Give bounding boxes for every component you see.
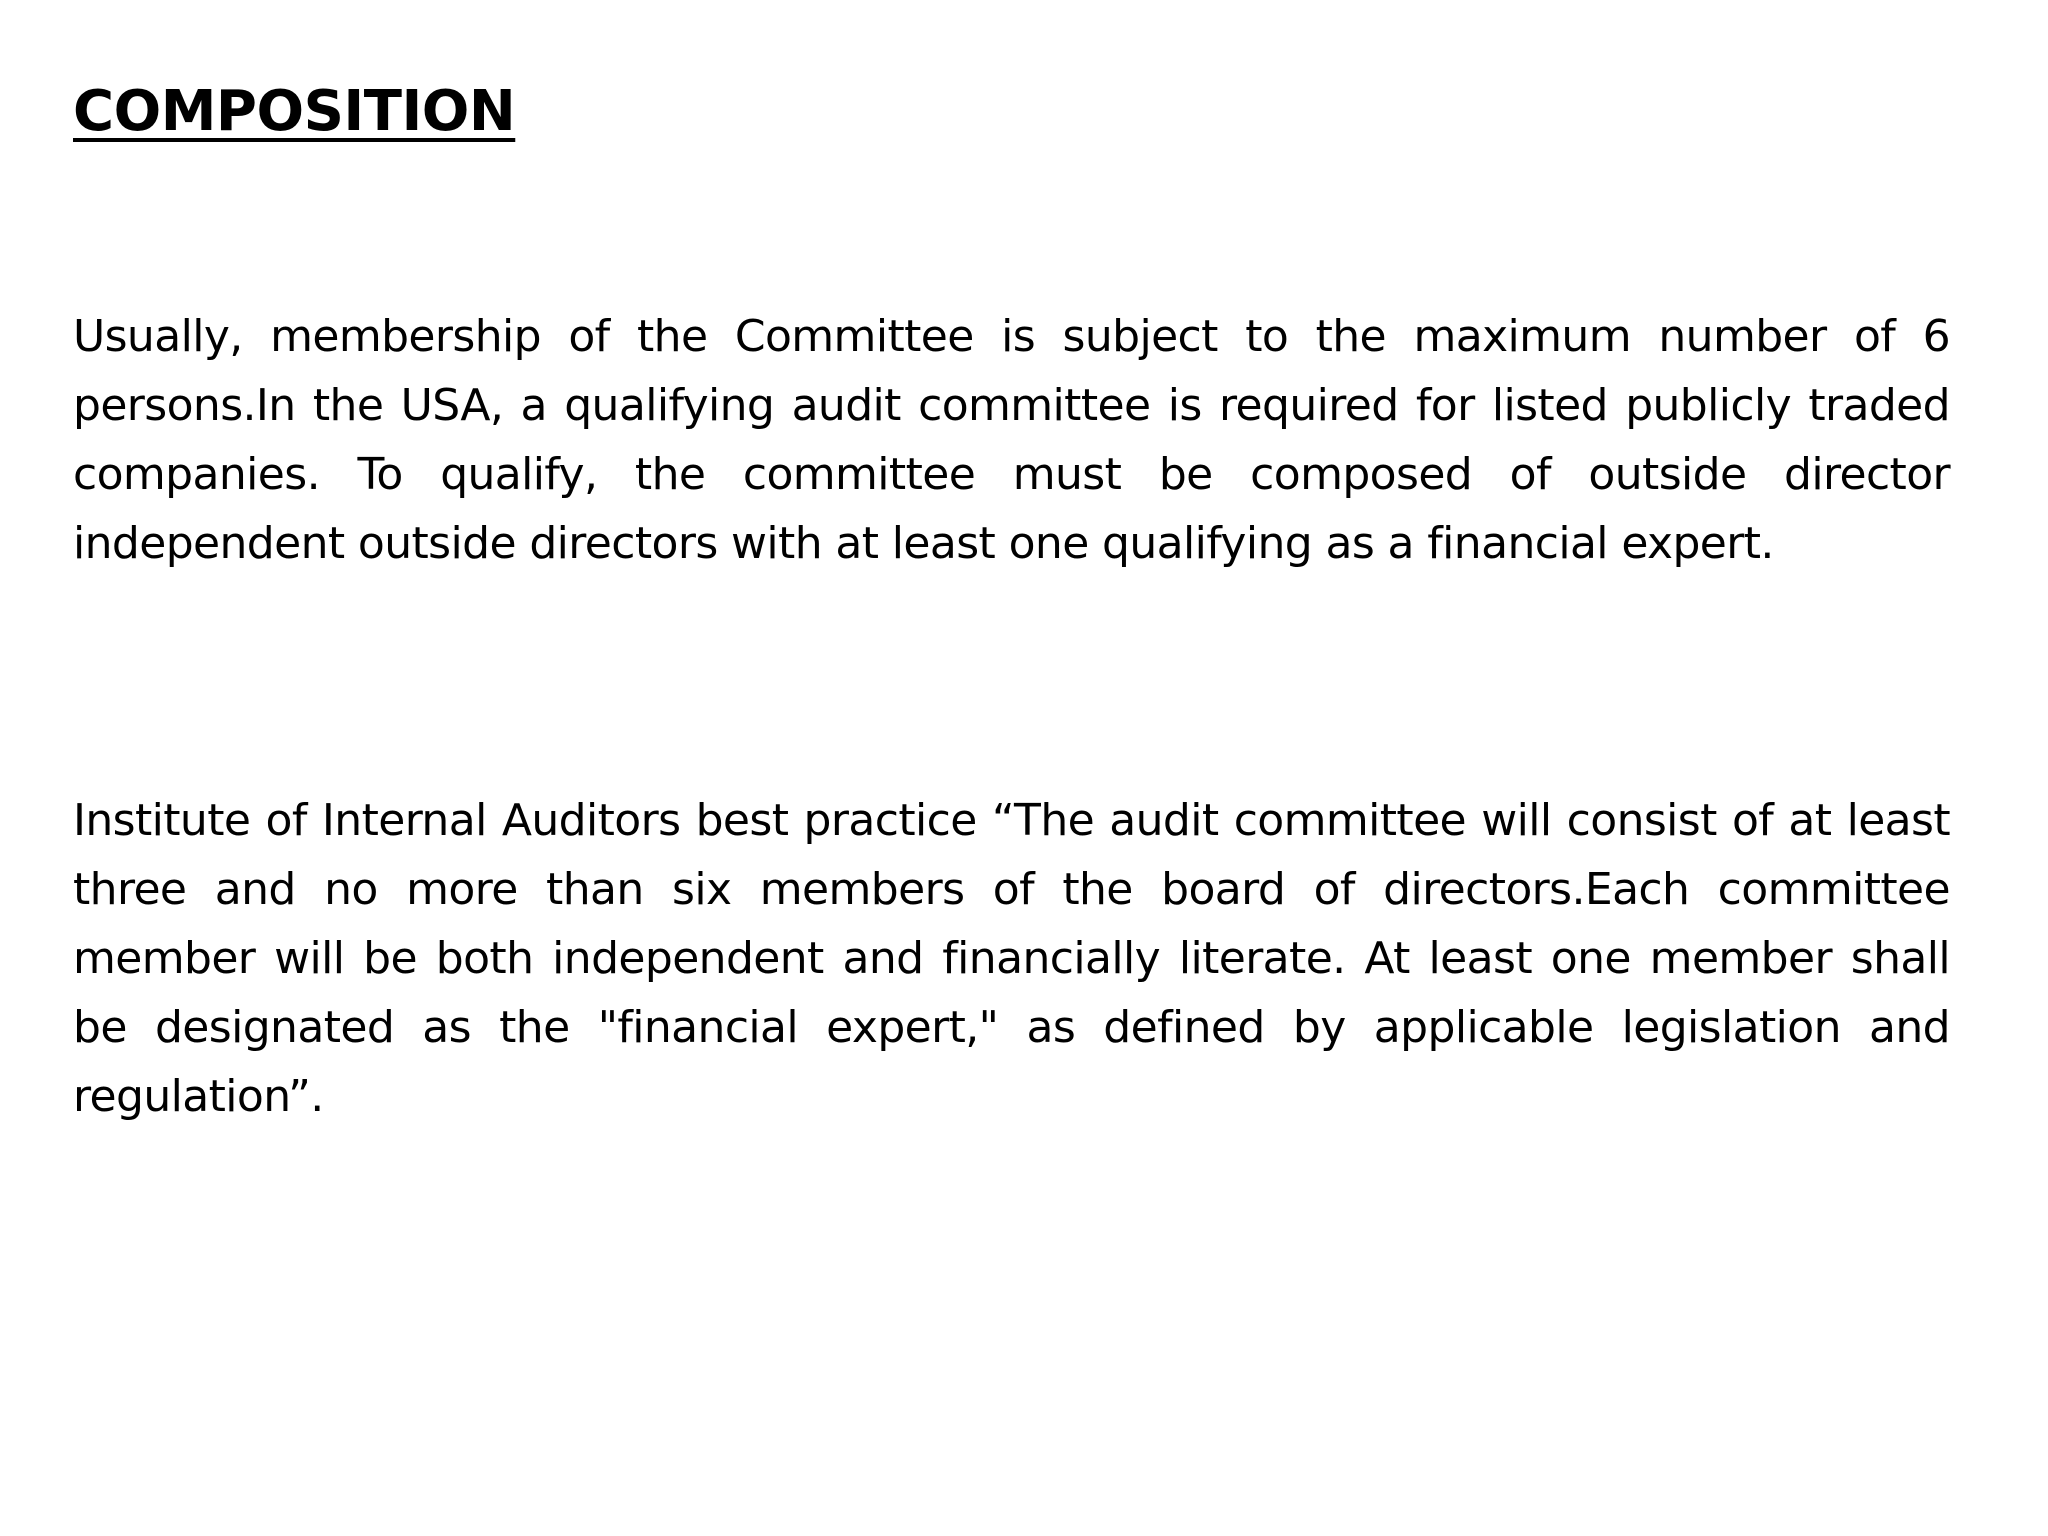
slide-title: COMPOSITION [73, 79, 516, 144]
paragraph-iia-best-practice: Institute of Internal Auditors best practice “The audit committee will consist of at least three and no more than six members of the board of directors.Each committee member will be both independent and financially literate. At least one member shall be designated as the "financial expert," as defined by applicable legislation and regulation”. [73, 795, 1950, 1122]
paragraph-membership: Usually, membership of the Committee is subject to the maximum number of 6 persons.In the USA, a qualifying audit committee is required for listed publicly traded companies. To qualify, the committee must be composed of outside director independent outside directors with at least one qualifying as a financial expert. [73, 311, 1950, 569]
